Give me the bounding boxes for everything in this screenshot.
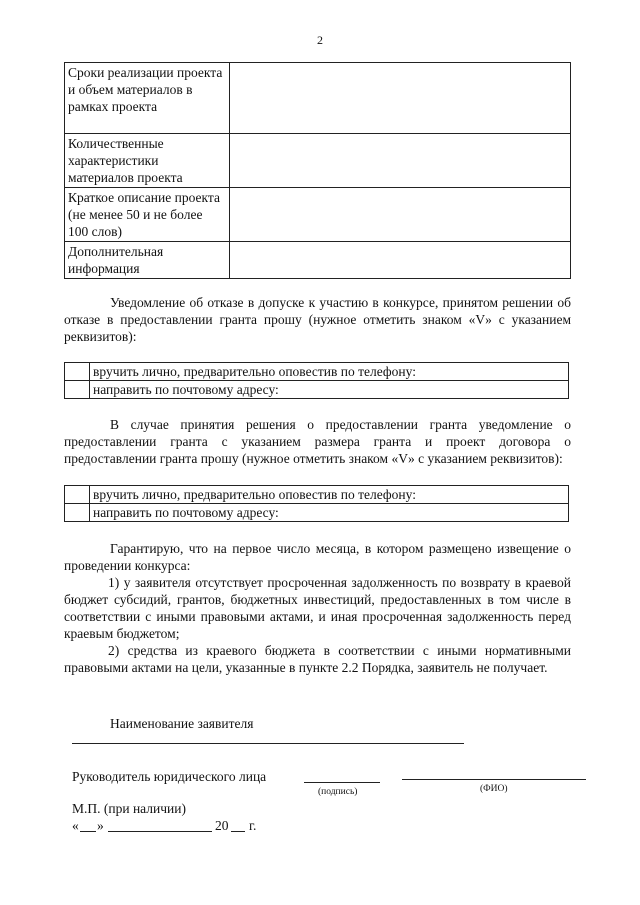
- table-row: [65, 504, 569, 522]
- date-day-field[interactable]: [80, 831, 96, 832]
- row-label-description: Краткое описание проекта (не менее 50 и не более 100 слов): [65, 188, 230, 242]
- table-row: [65, 63, 571, 134]
- guarantee-item-2: 2) средства из краевого бюджета в соответствии с иными нормативными правовыми актами на цели, указанные в пункте 2.2 Порядка, заявитель не получает.: [64, 643, 571, 675]
- date-close-quote: »: [97, 818, 104, 833]
- date-month-field[interactable]: [108, 831, 212, 832]
- grant-personal-option: вручить лично, предварительно оповестив по телефону:: [90, 486, 569, 504]
- row-value-description[interactable]: [230, 188, 571, 242]
- guarantee-item-1: 1) у заявителя отсутствует просроченная задолженность по возврату в краевой бюджет субсидий, грантов, бюджетных инвестиций, предоставленных в том числе в соответствии с иными правовыми актами, и иная просроченная задолженность перед краевым бюджетом;: [64, 575, 571, 641]
- applicant-name-field[interactable]: [72, 743, 464, 744]
- row-label-terms: Сроки реализации проекта и объем материалов в рамках проекта: [65, 63, 230, 134]
- refusal-paragraph: Уведомление об отказе в допуске к участию в конкурсе, принятом решении об отказе в предоставлении гранта прошу (нужное отметить знаком «V» с указанием реквизитов):: [64, 295, 571, 344]
- table-row: [65, 134, 571, 188]
- date-open-quote: «: [72, 818, 79, 833]
- guarantee-intro: Гарантирую, что на первое число месяца, в котором размещено извещение о проведении конкурса:: [64, 541, 571, 573]
- table-row: [65, 363, 569, 381]
- table-row: [65, 486, 569, 504]
- applicant-name-label: Наименование заявителя: [110, 716, 254, 731]
- table-row: [65, 381, 569, 399]
- refusal-mail-option: направить по почтовому адресу:: [90, 381, 569, 399]
- row-label-additional: Дополнительная информация: [65, 242, 230, 279]
- grant-paragraph: В случае принятия решения о предоставлении гранта уведомление о предоставлении гранта с указанием размера гранта и проект договора о предоставлении гранта прошу (нужное отметить знаком «V» с указанием реквизитов):: [64, 417, 571, 466]
- row-value-terms[interactable]: [230, 63, 571, 134]
- refusal-personal-checkbox[interactable]: [65, 363, 90, 381]
- signature-caption: (подпись): [318, 787, 358, 797]
- table-row: [65, 242, 571, 279]
- date-year-field[interactable]: [231, 831, 245, 832]
- grant-personal-checkbox[interactable]: [65, 486, 90, 504]
- project-info-table: [64, 62, 571, 279]
- refusal-mail-checkbox[interactable]: [65, 381, 90, 399]
- refusal-options-table: [64, 362, 569, 399]
- row-value-additional[interactable]: [230, 242, 571, 279]
- table-row: [65, 188, 571, 242]
- fio-caption: (ФИО): [480, 784, 508, 794]
- grant-mail-option: направить по почтовому адресу:: [90, 504, 569, 522]
- page-number: 2: [317, 33, 323, 47]
- row-label-characteristics: Количественные характеристики материалов проекта: [65, 134, 230, 188]
- date-suffix: г.: [249, 818, 257, 833]
- refusal-personal-option: вручить лично, предварительно оповестив по телефону:: [90, 363, 569, 381]
- grant-mail-checkbox[interactable]: [65, 504, 90, 522]
- fio-field[interactable]: [402, 779, 586, 780]
- stamp-label: М.П. (при наличии): [72, 801, 186, 816]
- head-label: Руководитель юридического лица: [72, 769, 267, 784]
- grant-options-table: [64, 485, 569, 522]
- signature-field[interactable]: [304, 782, 380, 783]
- date-year-prefix: 20: [215, 818, 229, 833]
- row-value-characteristics[interactable]: [230, 134, 571, 188]
